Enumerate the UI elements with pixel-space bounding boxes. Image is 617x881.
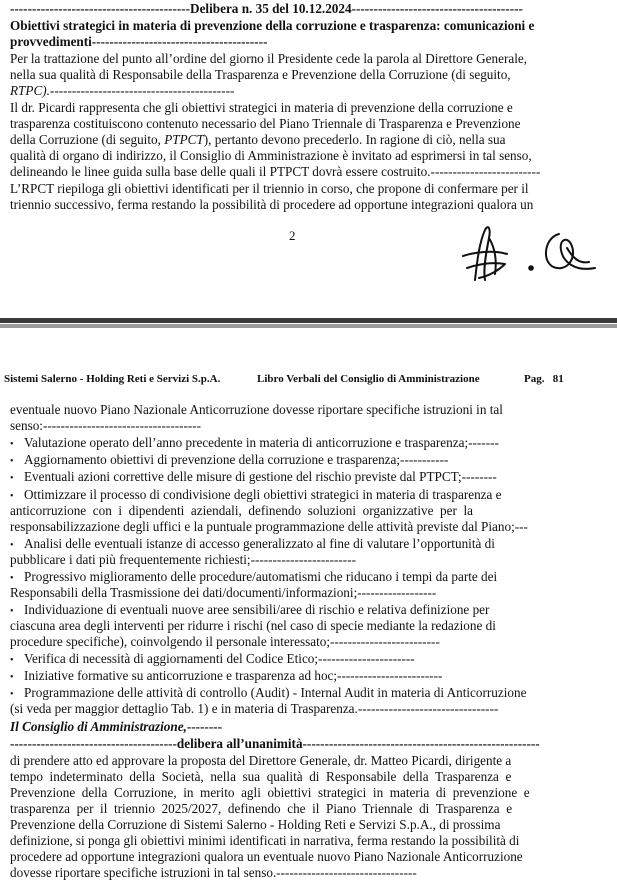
council-heading [10,719,222,735]
council-dashes: -------- [186,719,222,734]
delibera-unanimita-heading: --------------------------------------delibera all’unanimità------------------------------------------------------ [10,736,540,751]
previous-page-bottom [0,0,617,318]
list-item-text: Aggiornamento obiettivi di prevenzione della corruzione e trasparenza;----------- [24,452,449,467]
list-item-continuation: responsabilizzazione degli uffici e la puntuale programmazione delle attività previste dal Piano;--- [10,519,528,534]
list-item [10,435,499,453]
list-item-text: Ottimizzare il processo di condivisione degli obiettivi strategici in materia di trasparenza e [24,487,502,502]
bullet-icon: • [10,573,14,584]
paragraph-line: nella sua qualità di Responsabile della Trasparenza e Prevenzione della Corruzione (di seguito, [10,67,511,82]
paragraph-line: Prevenzione della Corruzione di Sistemi Salerno - Holding Reti e Servizi S.p.A., di prossima [10,817,501,832]
list-item-text: Programmazione delle attività di controllo (Audit) - Internal Audit in materia di Anticorruzione [24,685,527,700]
paragraph-line: definizione, si ponga gli obiettivi minimi identificati in narrativa, ferma restando la possibilità di [10,833,520,848]
council-label: Il Consiglio di Amministrazione, [10,719,187,734]
paragraph-line: Per la trattazione del punto all’ordine del giorno il Presidente cede la parola al Direttore Generale, [10,51,528,66]
list-item-continuation: (si veda per maggior dettaglio Tab. 1) e in materia di Trasparenza.-------------------------------- [10,701,499,716]
paragraph-line: RTPC).------------------------------------------ [10,83,235,98]
section-title-line2: provvedimenti---------------------------------------- [10,34,268,49]
paragraph-line: qualità di organo di indirizzo, il Consiglio di Amministrazione è invitato ad esprimersi in tal senso, [10,148,532,163]
list-item-continuation: ciascuna area degli interventi per ridurre i rischi (nel caso di specie mediante la redazione di [10,618,496,633]
list-item-continuation: anticorruzione con i dipendenti aziendali, definendo soluzioni organizzative per la [10,503,473,518]
paragraph-line: Il dr. Picardi rappresenta che gli obiettivi strategici in materia di prevenzione della corruzione e [10,100,513,115]
list-item [10,651,415,669]
list-item-text: Individuazione di eventuali nuove aree sensibili/aree di rischio e relativa definizione per [24,602,490,617]
list-item-text: Iniziative formative su anticorruzione e trasparenza ad hoc;------------------------ [24,668,443,683]
text-run: ), pertanto devono precederlo. In ragione di ciò, nella sua [203,132,506,147]
list-item [10,452,448,470]
handwritten-signature [455,218,605,286]
paragraph-line: trasparenza per il triennio 2025/2027, definendo che il Piano Triennale di Trasparenza e [10,801,513,816]
bullet-icon: • [10,606,14,617]
paragraph-line: tempo indeterminato della Società, nella sua qualità di Responsabile della Trasparenza e [10,769,512,784]
paragraph-line: eventuale nuovo Piano Nazionale Anticorruzione dovesse riportare specifiche istruzioni in tal [10,402,503,417]
text-run: PTPCT [164,132,204,147]
paragraph-line: delineando le linee guida sulla base delle quali il PTPCT dovrà essere costruito.------------------------- [10,164,541,179]
page-separator [0,318,617,330]
bullet-icon: • [10,439,14,450]
header-company: Sistemi Salerno - Holding Reti e Servizi S.p.A. [4,373,221,385]
paragraph-line: L’RPCT riepiloga gli obiettivi identificati per il triennio in corso, che propone di confermare per il [10,181,529,196]
list-item [10,469,497,487]
list-item-continuation: procedure specifiche), coinvolgendo il personale interessato;------------------------- [10,634,440,649]
bullet-icon: • [10,540,14,551]
header-book-title: Libro Verbali del Consiglio di Amministrazione [257,373,480,385]
paragraph-line: senso:------------------------------------ [10,418,202,433]
text-run: della Corruzione (di seguito, [10,132,165,147]
list-item [10,668,442,686]
list-item-text: Analisi delle eventuali istanze di accesso generalizzato al fine di valutare l’opportunità di [24,536,495,551]
list-item-continuation: pubblicare i dati più frequentemente richiesti;------------------------ [10,552,356,567]
paragraph-line: trasparenza costituiscono contenuto necessario del Piano Triennale di Trasparenza e Prevenzione [10,116,521,131]
delibera-heading: -----------------------------------------Delibera n. 35 del 10.12.2024--------------------------------------- [10,1,523,16]
list-item-text: Verifica di necessità di aggiornamenti del Codice Etico;---------------------- [24,651,415,666]
section-title-line1: Obiettivi strategici in materia di prevenzione della corruzione e trasparenza: comunicazioni e [10,18,535,33]
bullet-icon: • [10,672,14,683]
bullet-icon: • [10,689,14,700]
paragraph-line: procedere ad opportune integrazioni qualora un eventuale nuovo Piano Nazionale Anticorruzione [10,849,523,864]
paragraph-line: di prendere atto ed approvare la proposta del Direttore Generale, dr. Matteo Picardi, dirigente a [10,753,512,768]
bullet-icon: • [10,491,14,502]
list-item-text: Valutazione operato dell’anno precedente in materia di anticorruzione e trasparenza;------- [24,435,499,450]
bullet-icon: • [10,456,14,467]
list-item-text: Progressivo miglioramento delle procedure/automatismi che riducano i tempi da parte dei [24,569,498,584]
paragraph-line [10,132,506,148]
paragraph-line: triennio successivo, ferma restando la possibilità di procedere ad opportune integrazioni qualora un [10,197,534,212]
bullet-icon: • [10,655,14,666]
list-item-text: Eventuali azioni correttive delle misure di gestione del rischio previste dal PTPCT;-------- [24,469,497,484]
paragraph-line: dovesse riportare specifiche istruzioni in tal senso.-------------------------------- [10,865,417,880]
list-item-continuation: Responsabili della Trasmissione dei dati/documenti/informazioni;------------------ [10,585,437,600]
page-number: 2 [289,228,296,243]
bullet-icon: • [10,473,14,484]
paragraph-line: Prevenzione della Corruzione, in merito agli obiettivi strategici in materia di prevenzione e [10,785,530,800]
header-page-number: Pag. 81 [524,373,564,385]
